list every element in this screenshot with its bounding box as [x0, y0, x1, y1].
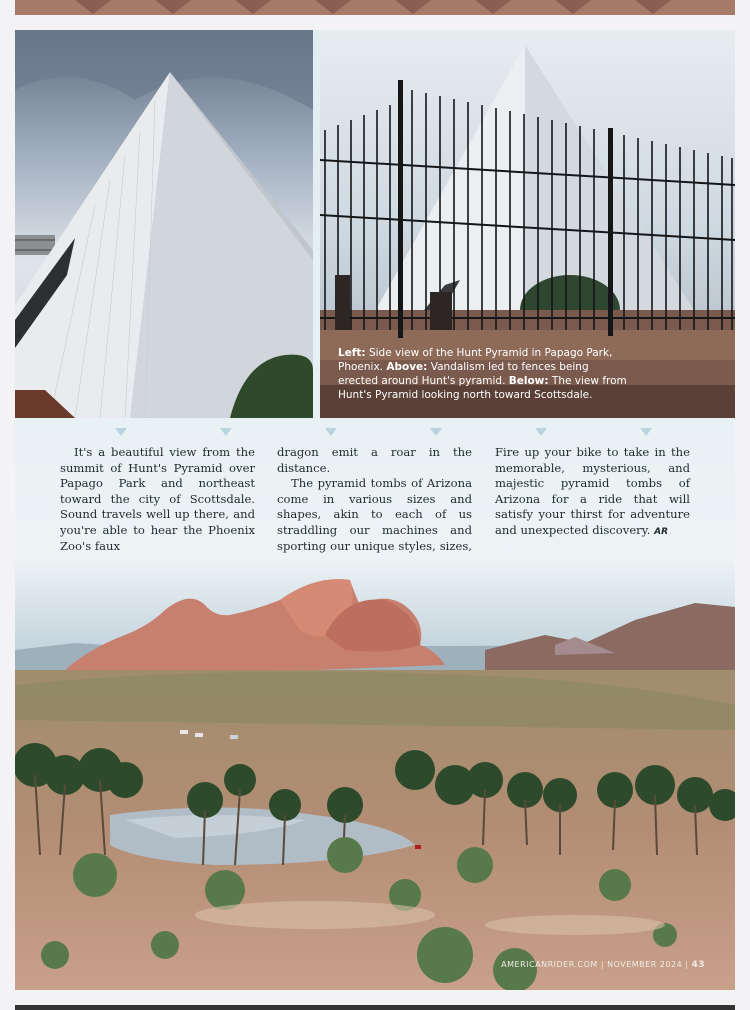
footer-issue: NOVEMBER 2024: [607, 960, 683, 969]
photo-pyramid-side-view: [15, 30, 313, 418]
article-column-3: [495, 445, 690, 541]
decorative-marker: [640, 428, 652, 436]
article-closing-text: Fire up your bike to take in the memorable, mysterious, and majestic pyramid tombs of Arizona for a ride that will satisfy your thirst for adventure and unexpected discovery.: [495, 445, 690, 537]
decorative-marker: [115, 428, 127, 436]
caption-below-text: The view from Hunt's Pyramid looking north toward Scottsdale.: [338, 375, 627, 401]
footer-separator: |: [685, 960, 689, 969]
decorative-marker: [430, 428, 442, 436]
photo-view-toward-scottsdale: [15, 555, 735, 990]
caption-left-text: Side view of the Hunt Pyramid in Papago Park, Phoenix.: [338, 347, 613, 373]
caption-below-label: Below:: [508, 375, 549, 387]
article-body: [60, 445, 705, 553]
caption-left-label: Left:: [338, 347, 366, 359]
decorative-marker: [535, 428, 547, 436]
decorative-marker: [325, 428, 337, 436]
caption-above-text: Vandalism led to fences being erected around Hunt's pyramid.: [338, 361, 589, 387]
article-paragraph: It's a beautiful view from the summit of Hunt's Pyramid over Papago Park and northeast toward the city of Scottsdale. Sound travels well up there, and you're able to hear the Phoenix Zoo's faux: [60, 445, 255, 553]
article-paragraph: dragon emit a roar in the distance.: [277, 445, 472, 475]
footer-site: AMERICANRIDER.COM: [501, 960, 598, 969]
photo-pyramid-fenced: [320, 30, 735, 418]
landscape-illustration: [15, 555, 735, 990]
page-number: 43: [691, 960, 705, 970]
page-footer: [501, 960, 705, 970]
photo-caption: [338, 346, 628, 402]
article-column-2: [277, 445, 472, 570]
magazine-page: [15, 30, 735, 990]
article-paragraph: [495, 445, 690, 541]
article-column-1: [60, 445, 255, 554]
caption-above-label: Above:: [386, 361, 428, 373]
footer-separator: |: [600, 960, 605, 969]
bottom-edge-strip: [15, 1005, 735, 1010]
article-paragraph: The pyramid tombs of Arizona come in various sizes and shapes, akin to each of us straddling our machines and sporting our unique styles, sizes,: [277, 476, 472, 553]
decorative-marker: [220, 428, 232, 436]
end-mark-logo: AR: [654, 526, 669, 537]
pyramid-side-illustration: [15, 30, 313, 418]
top-decorative-strip: [15, 0, 735, 15]
